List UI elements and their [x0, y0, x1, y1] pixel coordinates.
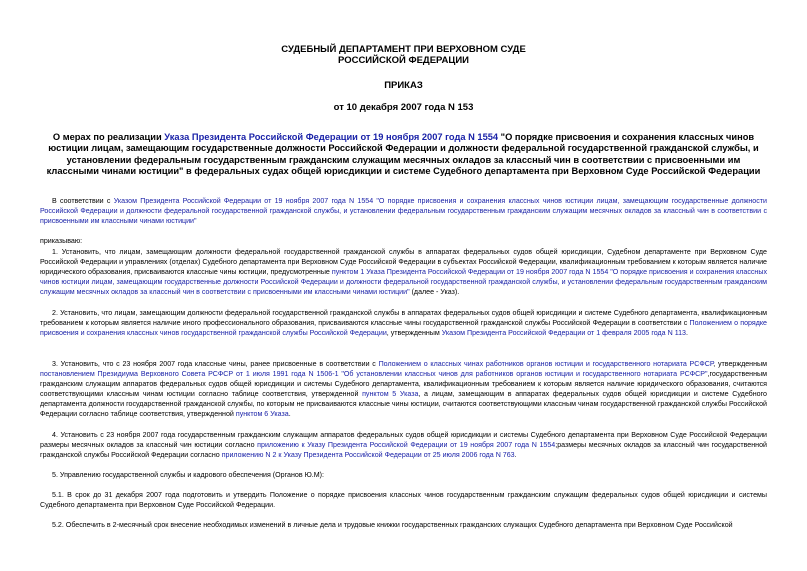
- org-line-2: РОССИЙСКОЙ ФЕДЕРАЦИИ: [337, 55, 469, 66]
- preamble-text: В соответствии с: [52, 197, 114, 205]
- p2-text-1: 2. Установить, что лицам, замещающим должности федеральной государственной гражданской службы в аппаратах федеральных судов общей юрисдикции и системе Судебного департамента, квалификационным требованием к которым является наличие иного профессионального образования, присваиваются классные чины государственной гражданской службы Российской Федерации в соответствии с: [40, 309, 767, 327]
- p3-text-4: , а лицам, замещающим в аппаратах федеральных судов общей юрисдикции и системе Судебного департамента должности государственной гражданской службы, по которым не присваиваются классные чины юстиции, считаются соответствующими классным чинам государственной гражданской службы Российской Федерации согласно таблице соответствия, утвержденной: [40, 390, 767, 418]
- p2-regulation-link[interactable]: Положением о порядке присвоения и сохранения классных чинов государственной гражданской службы Российской Федерации: [40, 319, 768, 337]
- p2-decree-link[interactable]: Указом Президента Российской Федерации от 1 февраля 2005 года N 113: [441, 329, 687, 337]
- document-type: ПРИКАЗ: [384, 80, 423, 91]
- preamble-paragraph: [40, 196, 767, 226]
- preamble-decree-link[interactable]: Указом Президента Российской Федерации от 19 ноября 2007 года N 1554 "О порядке присвоения и сохранения классных чинов юстиции лицам, замещающим государственные должности Российской Федерации и должности федеральной государственной гражданской службы, и установлении федеральным государственным гражданским служащим месячных окладов за классный чин в соответствии с присвоенными им классными чинами юстиции": [40, 197, 767, 225]
- paragraph-1: [40, 247, 767, 297]
- paragraph-5-1: 5.1. В срок до 31 декабря 2007 года подготовить и утвердить Положение о порядке присвоения классных чинов государственным гражданским служащим федеральных судов общей юрисдикции и системы Судебного департамента при Верховном Суде Российской Федерации.: [40, 491, 767, 509]
- p3-regulation-link[interactable]: Положением о классных чинах работников органов юстиции и государственного нотариата РСФСР: [378, 360, 714, 368]
- paragraph-2: [40, 308, 767, 338]
- p2-text-3: .: [686, 329, 688, 337]
- p3-text-5: .: [288, 410, 291, 418]
- p4-text-1: 4. Установить с 23 ноября 2007 года государственным гражданским служащим аппаратов федеральных судов общей юрисдикции и системы Судебного департамента при Верховном Суде Российской Федерации размеры месячных окладов за классный чин юстиции согласно: [40, 431, 767, 449]
- title-prefix: О мерах по реализации: [52, 132, 165, 142]
- p3-decree-point6-link[interactable]: пунктом 6 Указа: [235, 410, 289, 418]
- paragraph-4: [40, 430, 767, 460]
- p3-text-1: 3. Установить, что с 23 ноября 2007 года классные чины, ранее присвоенные в соответствии с: [52, 360, 379, 368]
- orders-label: приказываю:: [40, 237, 83, 245]
- p4-text-2: ;размеры месячных окладов за классный чин государственной гражданской службы Российской Федерации согласно: [40, 441, 767, 459]
- p3-text-3: ,государственным гражданским служащим аппаратов федеральных судов общей юрисдикции и системы Судебного департамента, квалификационным требованием к которым является наличие юридического образования, считаются соответствующими классным чинам юстиции согласно таблице соответствия, утвержденной: [40, 370, 767, 398]
- p1-decree-link[interactable]: пунктом 1 Указа Президента Российской Федерации от 19 ноября 2007 года N 1554 "О порядке присвоения и сохранения классных чинов юстиции лицам, замещающим государственные должности Российской Федерации и должности федеральной государственной гражданской службы, и установлении федеральным государственным гражданским служащим месячных окладов за классный чин в соответствии с присвоенными им классными чинами юстиции": [40, 268, 767, 296]
- p4-text-3: .: [514, 451, 517, 459]
- p3-text-2: , утвержденным: [713, 360, 767, 368]
- org-line-1: СУДЕБНЫЙ ДЕПАРТАМЕНТ ПРИ ВЕРХОВНОМ СУДЕ: [281, 44, 526, 55]
- document-title: [40, 132, 767, 177]
- paragraph-3: [40, 359, 767, 419]
- paragraph-5-2: 5.2. Обеспечить в 2-месячный срок внесение необходимых изменений в личные дела и трудовые книжки государственных гражданских служащих Судебного департамента при Верховном Суде Российской: [52, 521, 733, 529]
- title-decree-link[interactable]: Указа Президента Российской Федерации от 19 ноября 2007 года N 1554: [164, 132, 499, 142]
- document-date: от 10 декабря 2007 года N 153: [333, 102, 474, 113]
- p4-appendix-link[interactable]: приложению к Указу Президента Российской Федерации от 19 ноября 2007 года N 1554: [257, 441, 556, 449]
- p3-decree-point5-link[interactable]: пунктом 5 Указа: [362, 390, 419, 398]
- p1-text-1: 1. Установить, что лицам, замещающим должности федеральной государственной гражданской службы в аппаратах федеральных судов общей юрисдикции, Судебном департаменте при Верховном Суде Российской Федерации и управлениях (отделах) Судебного департамента при Верховном Суде Российской Федерации в субъектах Российской Федерации, квалификационным требованием к которым является наличие юридического образования, присваиваются классные чины юстиции, предусмотренные: [40, 248, 767, 276]
- issuing-organization: [0, 44, 807, 66]
- title-suffix: "О порядке присвоения и сохранения классных чинов юстиции лицам, замещающим государственные должности Российской Федерации и должности федеральной государственной гражданской службы, и установлении федеральным государственным гражданским служащим месячных окладов за классный чин в соответствии с присвоенными им классными чинами юстиции" в федеральных судах общей юрисдикции и системе Судебного департамента при Верховном Суде Российской Федерации: [46, 132, 761, 176]
- p2-text-2: , утвержденным: [386, 329, 442, 337]
- p1-text-2: (далее - Указ).: [409, 288, 460, 296]
- p4-appendix2-link[interactable]: приложению N 2 к Указу Президента Российской Федерации от 25 июля 2006 года N 763: [221, 451, 515, 459]
- p3-resolution-link[interactable]: постановлением Президиума Верховного Совета РСФСР от 1 июля 1991 года N 1506-1 "Об установлении классных чинов для работников органов юстиции и государственного нотариата РСФСР": [40, 370, 708, 378]
- paragraph-5: 5. Управлению государственной службы и кадрового обеспечения (Органов Ю.М):: [52, 471, 324, 479]
